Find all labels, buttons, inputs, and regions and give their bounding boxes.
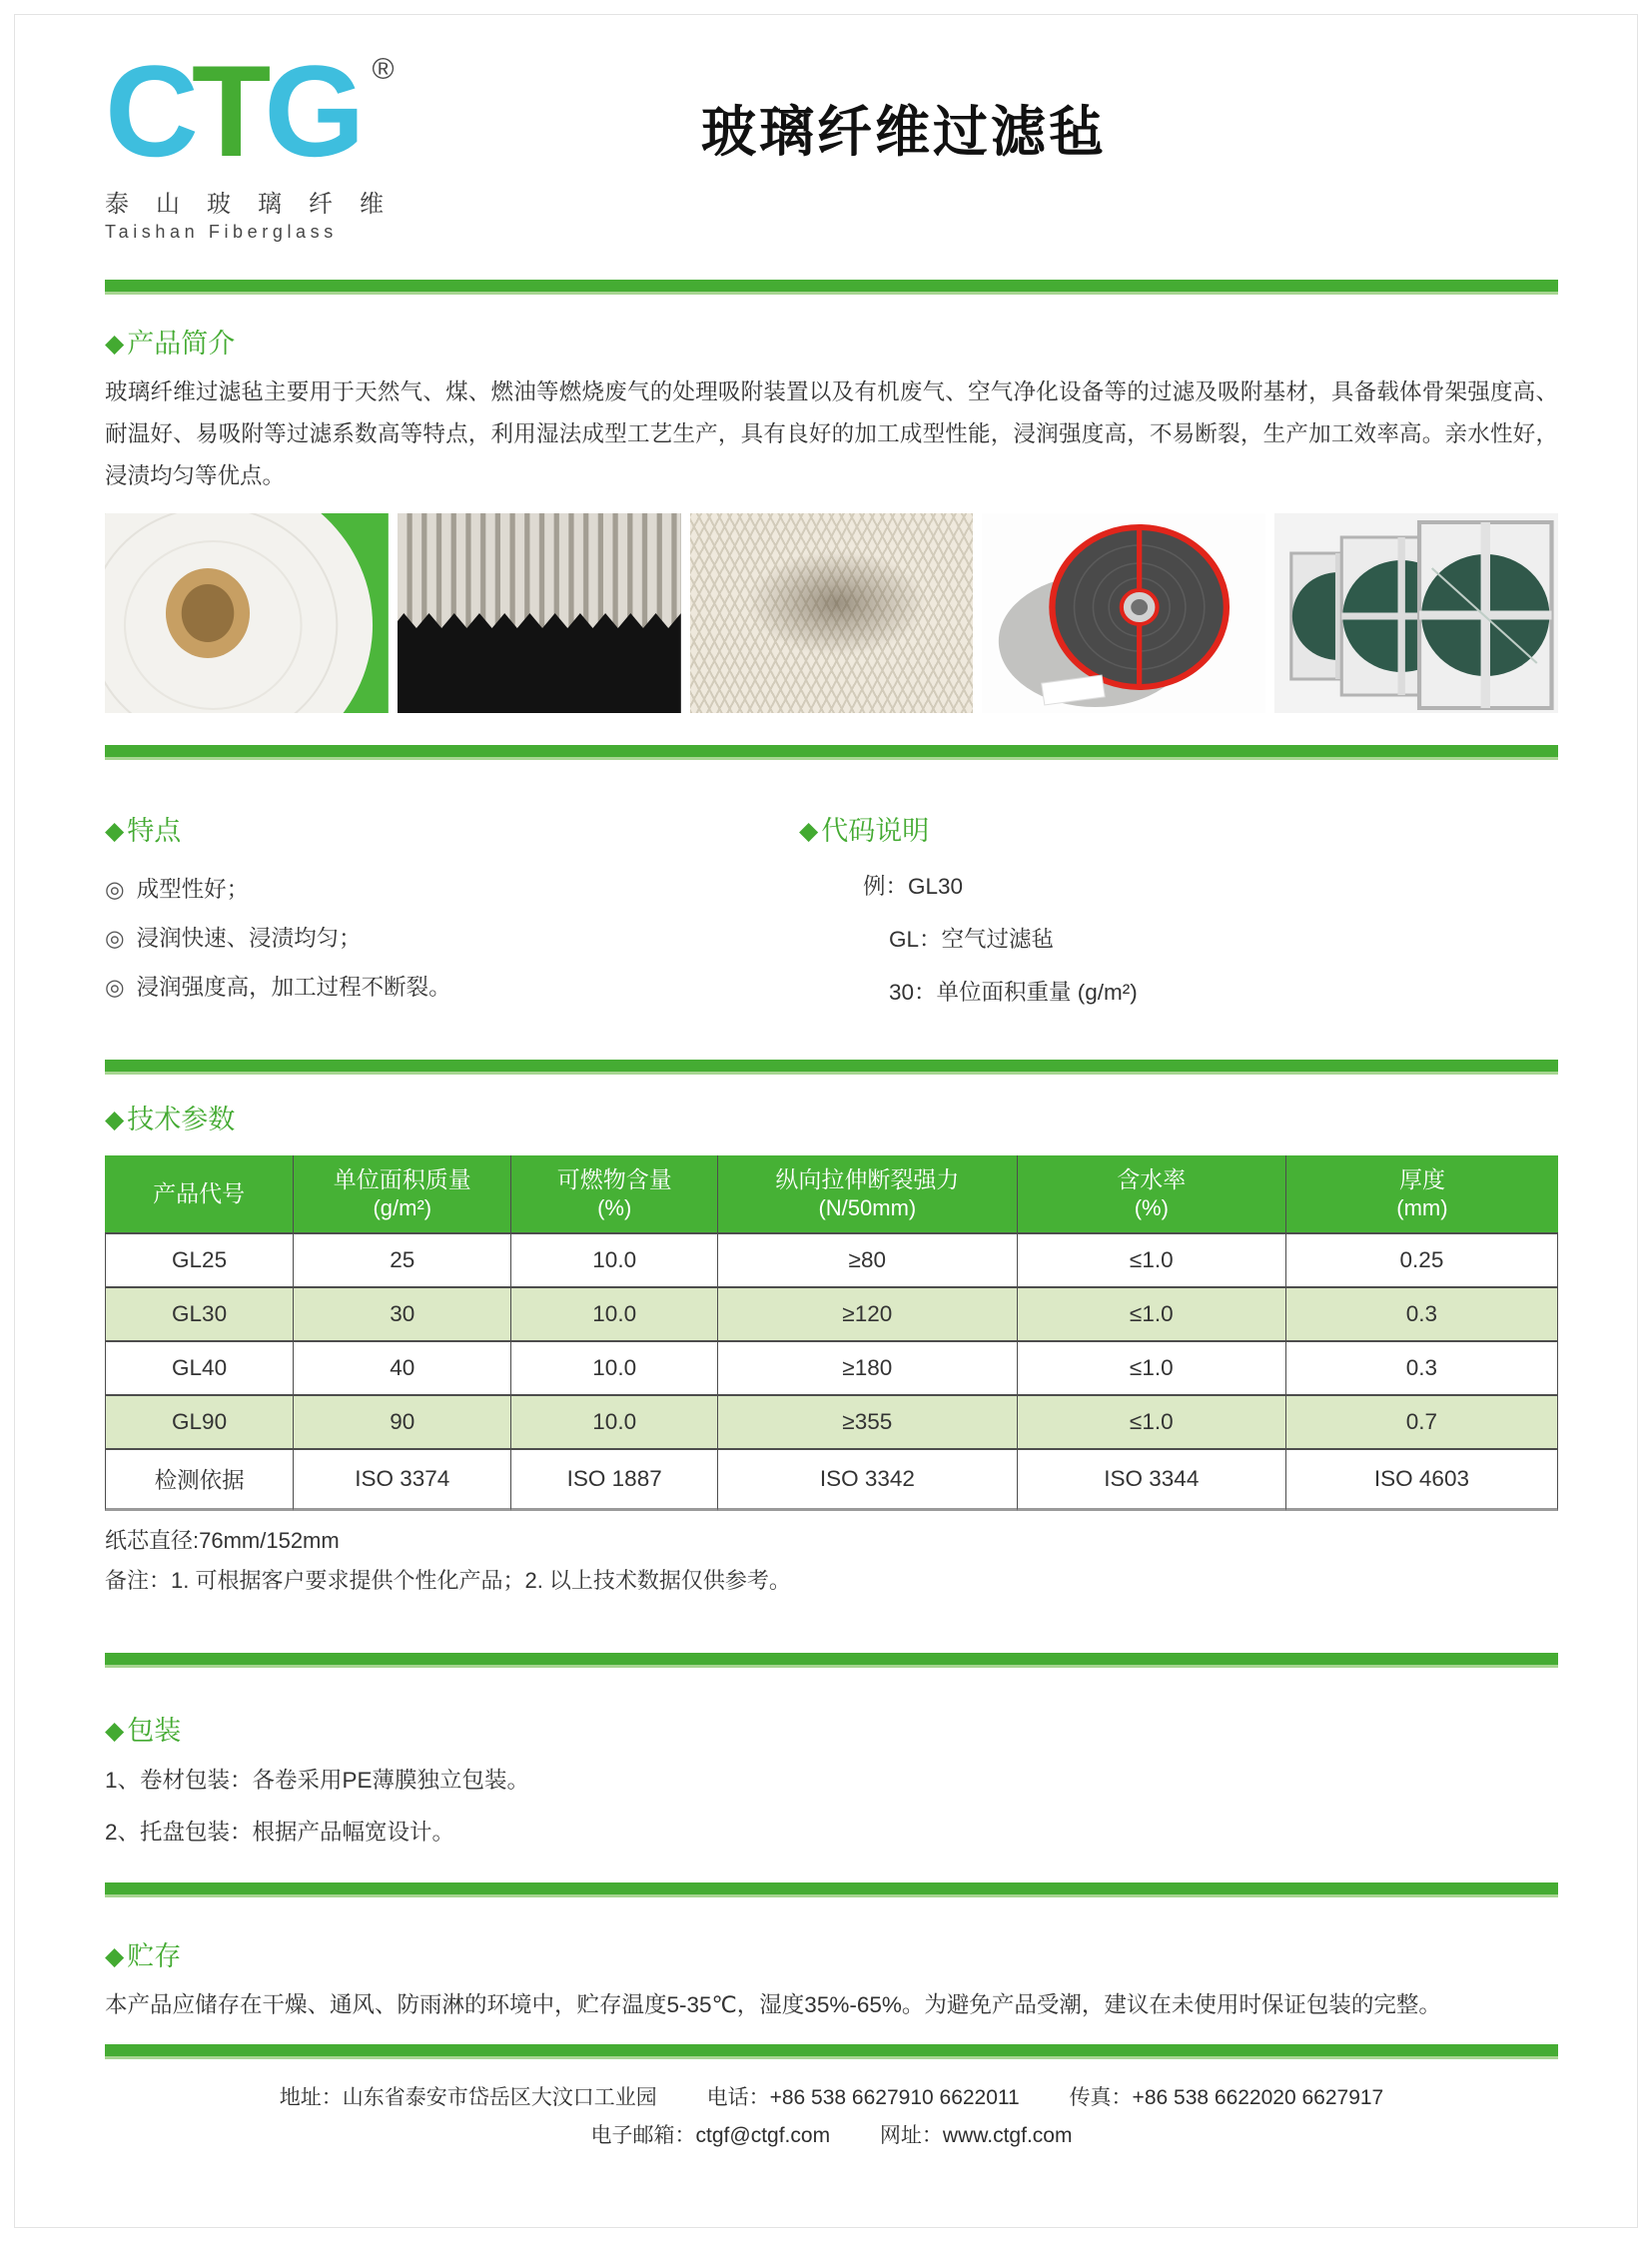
packing-item: 2、托盘包装：根据产品幅宽设计。 — [105, 1820, 455, 1846]
divider-bar — [105, 1653, 1558, 1668]
diamond-icon: ◆ — [105, 1106, 125, 1134]
storage-heading-text: 贮存 — [127, 1941, 182, 1972]
column-header — [511, 1155, 718, 1232]
circle-bullet-icon: ◎ — [105, 975, 125, 1001]
filter-wheel-roll-illustration — [982, 513, 1265, 713]
column-name: 产品代号 — [153, 1179, 246, 1206]
code-gl-line: GL：空气过滤毡 — [889, 927, 1055, 953]
remark-note: 备注：1. 可根据客户要求提供个性化产品；2. 以上技术数据仅供参考。 — [105, 1568, 791, 1594]
section-packing — [105, 1714, 1558, 1853]
table-cell: ≥355 — [718, 1396, 1018, 1450]
column-unit: (%) — [1134, 1195, 1169, 1221]
table-cell: 0.7 — [1286, 1396, 1558, 1450]
table-cell: ≤1.0 — [1018, 1232, 1286, 1288]
section-features-and-code — [105, 814, 1558, 1012]
table-cell: 0.3 — [1286, 1342, 1558, 1396]
intro-heading — [105, 327, 1558, 362]
footer-phone: 电话：+86 538 6627910 6622011 — [706, 2086, 1020, 2110]
column-unit: (mm) — [1396, 1195, 1448, 1221]
logo-english-name: Taishan Fiberglass — [105, 221, 338, 242]
divider-bar — [105, 2044, 1558, 2059]
column-unit: (N/50mm) — [818, 1195, 917, 1221]
table-cell: ≥120 — [718, 1288, 1018, 1342]
logo-letter-c: C — [105, 38, 192, 184]
column-header — [294, 1155, 511, 1232]
table-cell: 10.0 — [511, 1396, 718, 1450]
footer-line-1 — [105, 2081, 1558, 2115]
logo-letter-g: G — [264, 38, 359, 184]
table-cell: GL25 — [105, 1232, 294, 1288]
code-example: 例：GL30 — [863, 874, 964, 900]
column-name: 可燃物含量 — [556, 1166, 672, 1193]
table-cell: 30 — [294, 1288, 511, 1342]
table-row — [105, 1396, 1558, 1450]
table-cell: 10.0 — [511, 1232, 718, 1288]
feature-item — [105, 914, 799, 963]
photo-framed-filter-wheels — [1274, 513, 1558, 713]
packing-item: 1、卷材包装：各卷采用PE薄膜独立包装。 — [105, 1768, 530, 1794]
table-row — [105, 1342, 1558, 1396]
product-photo-strip — [105, 513, 1558, 713]
table-cell: ≥180 — [718, 1342, 1018, 1396]
circle-bullet-icon: ◎ — [105, 877, 125, 903]
footer-email: 电子邮箱：ctgf@ctgf.com — [590, 2124, 831, 2148]
photo-filter-wheel-roll — [982, 513, 1265, 713]
packing-heading — [105, 1714, 1558, 1749]
feature-item — [105, 963, 799, 1012]
section-tech-parameters — [105, 1103, 1558, 1595]
storage-paragraph: 本产品应储存在干燥、通风、防雨淋的环境中，贮存温度5-35℃，湿度35%-65%。为避免产品受潮，建议在未使用时保证包装的完整。 — [105, 1992, 1441, 2018]
table-header — [105, 1155, 1558, 1232]
divider-bar — [105, 1882, 1558, 1897]
column-unit: (g/m²) — [373, 1195, 432, 1221]
code-heading-text: 代码说明 — [821, 816, 930, 847]
table-cell: ISO 3342 — [718, 1450, 1018, 1511]
registered-trademark-icon: ® — [372, 53, 395, 86]
column-header — [1286, 1155, 1558, 1232]
table-row — [105, 1288, 1558, 1342]
core-diameter-note: 纸芯直径:76mm/152mm — [105, 1528, 340, 1554]
code-heading — [799, 814, 1558, 849]
table-cell: 90 — [294, 1396, 511, 1450]
column-name: 厚度 — [1398, 1166, 1445, 1193]
intro-paragraph: 玻璃纤维过滤毡主要用于天然气、煤、燃油等燃烧废气的处理吸附装置以及有机废气、空气净化设备等的过滤及吸附基材，具备载体骨架强度高、耐温好、易吸附等过滤系数高等特点，利用湿法成型工艺生产，具有良好的加工成型性能，浸润强度高，不易断裂，生产加工效率高。亲水性好，浸渍均匀等优点。 — [105, 379, 1558, 489]
features-heading — [105, 814, 799, 849]
table-cell: GL90 — [105, 1396, 294, 1450]
table-cell: GL40 — [105, 1342, 294, 1396]
column-header — [105, 1155, 294, 1232]
photo-honeycomb-texture — [690, 513, 974, 713]
storage-heading — [105, 1939, 1558, 1974]
feature-text: 浸润快速、浸渍均匀； — [136, 926, 362, 952]
section-intro — [105, 327, 1558, 713]
packing-heading-text: 包装 — [127, 1716, 182, 1747]
tech-heading — [105, 1103, 1558, 1137]
table-cell: 40 — [294, 1342, 511, 1396]
table-cell: ≤1.0 — [1018, 1342, 1286, 1396]
footer-website: 网址：www.ctgf.com — [879, 2124, 1073, 2148]
column-unit: (%) — [597, 1195, 632, 1221]
footer-address: 地址：山东省泰安市岱岳区大汶口工业园 — [279, 2086, 657, 2110]
logo-letter-t: T — [191, 38, 265, 184]
tech-heading-text: 技术参数 — [127, 1105, 236, 1135]
table-row — [105, 1232, 1558, 1288]
table-row — [105, 1450, 1558, 1511]
table-cell: ISO 3344 — [1018, 1450, 1286, 1511]
footer-fax: 传真：+86 538 6622020 6627917 — [1069, 2086, 1384, 2110]
diamond-icon: ◆ — [799, 817, 819, 846]
contact-footer — [105, 2081, 1558, 2153]
features-column — [105, 814, 799, 1012]
table-cell: 10.0 — [511, 1342, 718, 1396]
table-cell: 检测依据 — [105, 1450, 294, 1511]
table-cell: GL30 — [105, 1288, 294, 1342]
photo-pleated-media — [398, 513, 681, 713]
feature-text: 成型性好； — [136, 877, 250, 903]
table-cell: ISO 1887 — [511, 1450, 718, 1511]
intro-heading-text: 产品简介 — [127, 329, 236, 359]
tech-parameters-table — [105, 1155, 1558, 1511]
diamond-icon: ◆ — [105, 817, 125, 846]
column-name: 单位面积质量 — [333, 1166, 471, 1193]
pleated-media-illustration — [398, 513, 681, 713]
column-name: 含水率 — [1117, 1166, 1187, 1193]
table-cell: ≤1.0 — [1018, 1396, 1286, 1450]
column-header — [718, 1155, 1018, 1232]
page-title: 玻璃纤维过滤毡 — [700, 101, 1107, 163]
code-weight-line: 30：单位面积重量 (g/m²) — [889, 980, 1138, 1006]
table-cell: ISO 4603 — [1286, 1450, 1558, 1511]
feature-text: 浸润强度高，加工过程不断裂。 — [136, 975, 451, 1001]
diamond-icon: ◆ — [105, 1942, 125, 1971]
column-header — [1018, 1155, 1286, 1232]
table-cell: 25 — [294, 1232, 511, 1288]
photo-filter-felt-roll — [105, 513, 389, 713]
diamond-icon: ◆ — [105, 1717, 125, 1746]
table-cell: 0.3 — [1286, 1288, 1558, 1342]
masthead — [105, 38, 1558, 246]
table-cell: 10.0 — [511, 1288, 718, 1342]
footer-line-2 — [105, 2119, 1558, 2153]
logo-chinese-name: 泰山玻璃纤维 — [105, 190, 411, 218]
divider-bar — [105, 745, 1558, 760]
column-name: 纵向拉伸断裂强力 — [775, 1166, 960, 1193]
framed-wheels-illustration — [1274, 513, 1558, 713]
filter-roll-illustration — [105, 513, 389, 713]
table-cell: ISO 3374 — [294, 1450, 511, 1511]
table-cell: ≤1.0 — [1018, 1288, 1286, 1342]
circle-bullet-icon: ◎ — [105, 926, 125, 952]
divider-bar — [105, 1060, 1558, 1075]
section-storage — [105, 1939, 1558, 2026]
table-cell: ≥80 — [718, 1232, 1018, 1288]
features-list — [105, 865, 799, 1012]
diamond-icon: ◆ — [105, 330, 125, 359]
feature-item — [105, 865, 799, 914]
divider-bar — [105, 280, 1558, 295]
table-cell: 0.25 — [1286, 1232, 1558, 1288]
code-column — [799, 814, 1558, 1012]
features-heading-text: 特点 — [127, 816, 182, 847]
